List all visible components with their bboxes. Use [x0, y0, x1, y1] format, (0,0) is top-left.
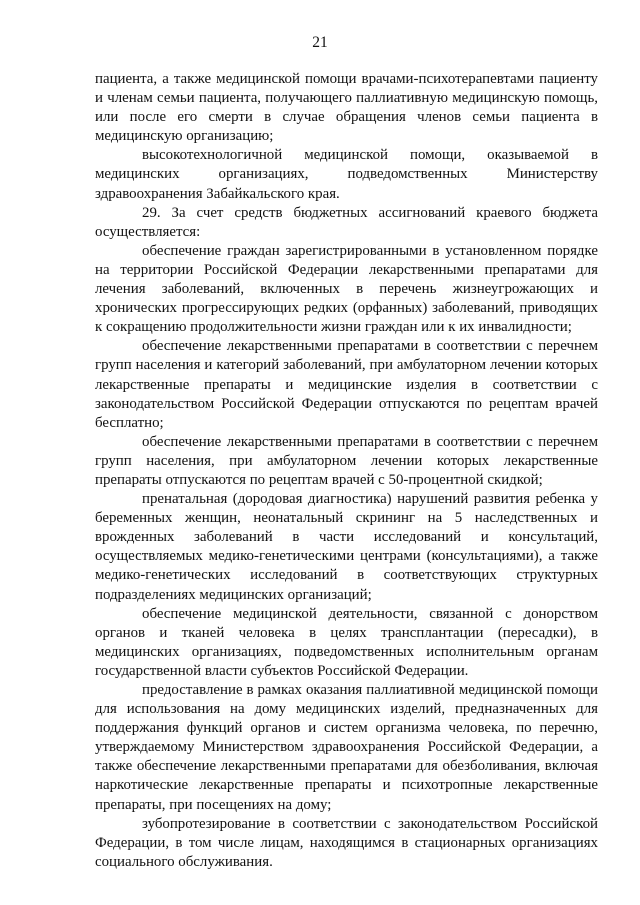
paragraph-high-tech-care: высокотехнологичной медицинской помощи, оказываемой в медицинских организациях, подведомственных Министерству здравоохранения Забайкальского края.	[95, 147, 598, 202]
paragraph-continuation: пациента, а также медицинской помощи врачами-психотерапевтами пациенту и членам семьи пациента, получающего паллиативную медицинскую помощь, или после его смерти в случае обращения членов семьи пациента в медицинскую организацию;	[95, 71, 598, 145]
paragraph-prenatal-diagnostics: пренатальная (дородовая диагностика) нарушений развития ребенка у беременных женщин, неонатальный скрининг на 5 наследственных и врожденных заболеваний в части исследований и консультаций, осуществляемых медико-генетическими центрами (консультациями), а также медико-генетических исследований в соответствующих структурных подразделениях медицинских организаций;	[95, 491, 598, 603]
paragraph-discount-prescriptions: обеспечение лекарственными препаратами в соответствии с перечнем групп населения, при амбулаторном лечении которых лекарственные препараты отпускаются по рецептам врачей с 50-процентной скидкой;	[95, 433, 598, 488]
paragraph-section-29: 29. За счет средств бюджетных ассигнований краевого бюджета осуществляется:	[95, 204, 598, 240]
paragraph-free-prescriptions: обеспечение лекарственными препаратами в соответствии с перечнем групп населения и категорий заболеваний, при амбулаторном лечении которых лекарственные препараты и медицинские изделия в соответствии с законодательством Российской Федерации отпускаются по рецептам врачей бесплатно;	[95, 338, 598, 431]
document-body	[95, 70, 598, 872]
page-number: 21	[312, 34, 328, 51]
paragraph-orphan-diseases: обеспечение граждан зарегистрированными в установленном порядке на территории Российской Федерации лекарственными препаратами для лечения заболеваний, включенных в перечень жизнеугрожающих и хронических прогрессирующих редких (орфанных) заболеваний, приводящих к сокращению продолжительности жизни граждан или к их инвалидности;	[95, 242, 598, 336]
paragraph-dental-prosthetics: зубопротезирование в соответствии с законодательством Российской Федерации, в том числе лицам, находящимся в стационарных организациях социального обслуживания.	[95, 815, 598, 870]
paragraph-organ-donation: обеспечение медицинской деятельности, связанной с донорством органов и тканей человека в целях трансплантации (пересадки), в медицинских организациях, подведомственных исполнительным органам государственной власти субъектов Российской Федерации.	[95, 605, 598, 679]
paragraph-palliative-home-care: предоставление в рамках оказания паллиативной медицинской помощи для использования на дому медицинских изделий, предназначенных для поддержания функций органов и систем организма человека, по перечню, утверждаемому Министерством здравоохранения Российской Федерации, а также обеспечение лекарственными препаратами для обезболивания, включая наркотические лекарственные препараты и психотропные лекарственные препараты, при посещениях на дому;	[95, 682, 598, 813]
